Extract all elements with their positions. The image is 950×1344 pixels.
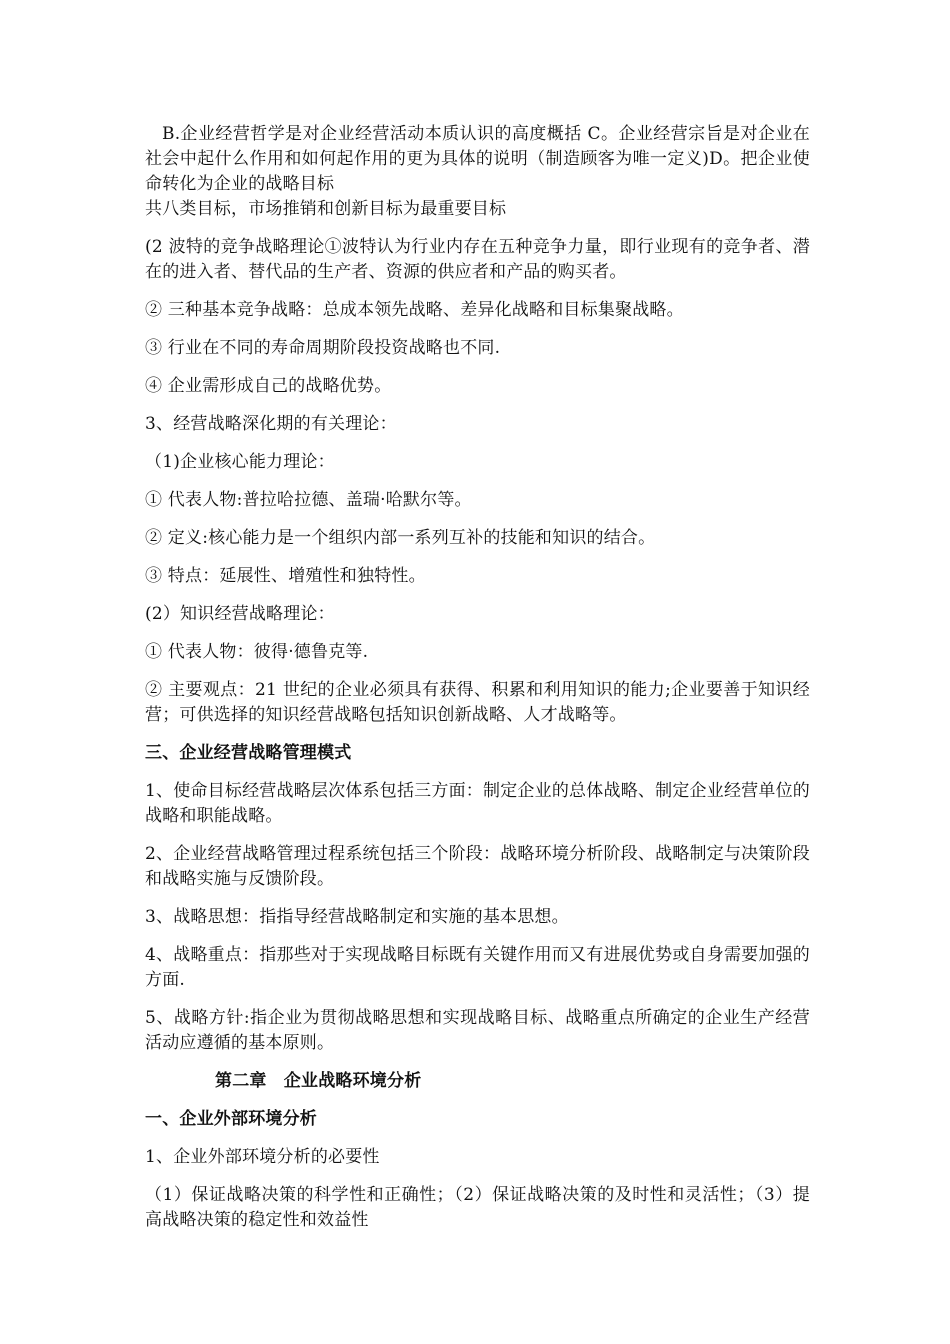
- paragraph-hierarchy-system: 1、使命目标经营战略层次体系包括三方面：制定企业的总体战略、制定企业经营单位的战略和职能战略。: [145, 781, 810, 826]
- paragraph-knowledge-heading: (2）知识经营战略理论：: [145, 604, 335, 624]
- paragraph-knowledge-representatives: ① 代表人物：彼得·德鲁克等.: [145, 642, 369, 662]
- document-body: [145, 122, 810, 1246]
- paragraph-strategic-policy: 5、战略方针:指企业为贯彻战略思想和实现战略目标、战略重点所确定的企业生产经营活动应遵循的基本原则。: [145, 1008, 810, 1053]
- paragraph-strategic-advantage: ④ 企业需形成自己的战略优势。: [145, 376, 392, 396]
- paragraph-process-system: 2、企业经营战略管理过程系统包括三个阶段：战略环境分析阶段、战略制定与决策阶段和战略实施与反馈阶段。: [145, 844, 810, 889]
- paragraph-knowledge-views: ② 主要观点：21 世纪的企业必须具有获得、积累和利用知识的能力;企业要善于知识经营；可供选择的知识经营战略包括知识创新战略、人才战略等。: [145, 680, 810, 725]
- paragraph-porter-theory: (2 波特的竞争战略理论①波特认为行业内存在五种竞争力量，即行业现有的竞争者、潜在的进入者、替代品的生产者、资源的供应者和产品的购买者。: [145, 237, 810, 282]
- paragraph-strategic-focus: 4、战略重点：指那些对于实现战略目标既有关键作用而又有进展优势或自身需要加强的方面.: [145, 945, 810, 990]
- paragraph-core-competence-heading: （1)企业核心能力理论：: [145, 452, 335, 472]
- paragraph-core-representatives: ① 代表人物:普拉哈拉德、盖瑞·哈默尔等。: [145, 490, 472, 510]
- paragraph-mission-definition: B.企业经营哲学是对企业经营活动本质认识的高度概括 C。企业经营宗旨是对企业在社会中起什么作用和如何起作用的更为具体的说明（制造顾客为唯一定义)D。把企业使命转化为企业的战略目标: [145, 124, 810, 194]
- paragraph-three-strategies: ② 三种基本竞争战略：总成本领先战略、差异化战略和目标集聚战略。: [145, 300, 684, 320]
- paragraph-core-definition: ② 定义:核心能力是一个组织内部一系列互补的技能和知识的结合。: [145, 528, 656, 548]
- paragraph-core-features: ③ 特点：延展性、增殖性和独特性。: [145, 566, 426, 586]
- paragraph-lifecycle-investment: ③ 行业在不同的寿命周期阶段投资战略也不同.: [145, 338, 501, 358]
- section-heading-external-analysis: 一、企业外部环境分析: [145, 1109, 317, 1129]
- chapter-title: 第二章 企业战略环境分析: [215, 1071, 422, 1091]
- section-heading-management-model: 三、企业经营战略管理模式: [145, 743, 352, 763]
- paragraph-strategic-thought: 3、战略思想：指指导经营战略制定和实施的基本思想。: [145, 907, 569, 927]
- paragraph-analysis-necessity: 1、企业外部环境分析的必要性: [145, 1147, 380, 1167]
- paragraph-necessity-items: （1）保证战略决策的科学性和正确性；（2）保证战略决策的及时性和灵活性；（3）提高战略决策的稳定性和效益性: [145, 1185, 810, 1230]
- paragraph-deepening-theories: 3、经营战略深化期的有关理论：: [145, 414, 397, 434]
- paragraph-eight-objectives: 共八类目标，市场推销和创新目标为最重要目标: [145, 199, 507, 219]
